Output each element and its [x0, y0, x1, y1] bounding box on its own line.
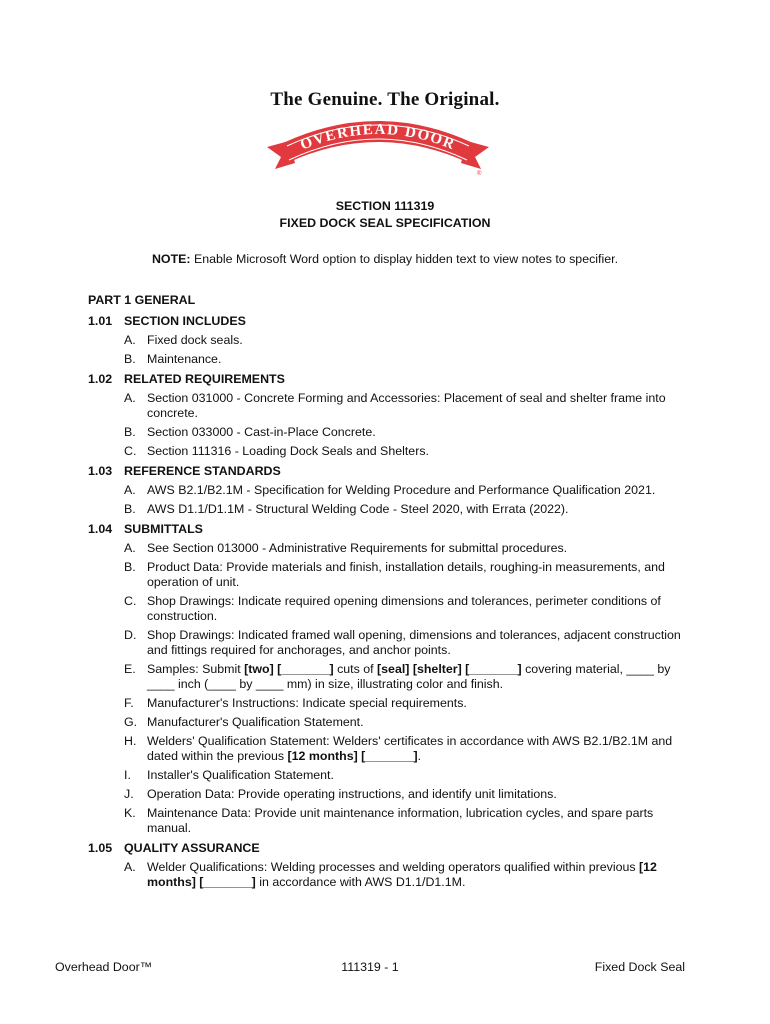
item-text-segment: cuts of	[333, 662, 378, 676]
list-item	[88, 502, 688, 517]
item-text	[147, 333, 688, 348]
item-text-segment: Samples: Submit	[147, 662, 245, 676]
item-text	[147, 502, 688, 517]
item-text-segment: Welder Qualifications: Welding processes and welding operators qualified within previous	[147, 860, 639, 874]
item-text-segment: Section 033000 - Cast-in-Place Concrete.	[147, 425, 376, 439]
item-letter: J.	[124, 787, 134, 801]
item-text-segment: .	[417, 749, 422, 763]
item-text	[147, 662, 688, 692]
tagline: The Genuine. The Original.	[270, 89, 500, 110]
item-letter: B.	[124, 425, 136, 439]
note-text: Enable Microsoft Word option to display hidden text to view notes to specifier.	[190, 252, 619, 266]
item-text	[147, 594, 688, 624]
registered-mark: ®	[477, 171, 482, 177]
articles-list	[88, 313, 688, 890]
article-title: SUBMITTALS	[124, 522, 203, 536]
item-text-segment: See Section 013000 - Administrative Requirements for submittal procedures.	[147, 541, 568, 555]
article-number: 1.04	[88, 522, 113, 536]
article-title: REFERENCE STANDARDS	[124, 464, 281, 478]
item-text	[147, 444, 688, 459]
item-letter: A.	[124, 483, 136, 497]
item-text	[147, 425, 688, 440]
article-title: SECTION INCLUDES	[124, 314, 246, 328]
item-text-segment: Installer's Qualification Statement.	[147, 768, 334, 782]
footer-brand: Overhead Door™	[55, 960, 153, 974]
footer-doc-title: Fixed Dock Seal	[594, 960, 685, 974]
list-item	[88, 806, 688, 836]
item-letter: A.	[124, 391, 136, 405]
list-item	[88, 425, 688, 440]
placeholder-option: [two] [_______]	[244, 662, 334, 676]
item-letter: K.	[124, 806, 136, 820]
item-text	[147, 696, 688, 711]
item-text-segment: covering material, ____ by ____ inch (____ by ____ mm) in size, illustrating color and finish.	[147, 662, 671, 691]
list-item	[88, 444, 688, 459]
footer-page-number: 111319 - 1	[341, 960, 399, 974]
placeholder-option: [seal] [shelter] [_______]	[377, 662, 522, 676]
item-letter: G.	[124, 715, 138, 729]
item-text-segment: Product Data: Provide materials and finish, installation details, roughing-in measurements, and operation of unit.	[147, 560, 665, 589]
item-text	[147, 787, 688, 802]
item-text	[147, 541, 688, 556]
placeholder-option: [12 months] [_______]	[147, 860, 657, 889]
item-text	[147, 768, 688, 783]
article-number: 1.05	[88, 841, 113, 855]
item-text	[147, 715, 688, 730]
list-item	[88, 391, 688, 421]
item-text-segment: Manufacturer's Instructions: Indicate special requirements.	[147, 696, 467, 710]
article-heading	[88, 313, 688, 329]
list-item	[88, 734, 688, 764]
item-text-segment: AWS B2.1/B2.1M - Specification for Welding Procedure and Performance Qualification 2021.	[147, 483, 656, 497]
item-letter: C.	[124, 444, 137, 458]
specifier-note	[0, 252, 770, 266]
list-item	[88, 662, 688, 692]
item-text	[147, 560, 688, 590]
list-item	[88, 787, 688, 802]
item-letter: F.	[124, 696, 134, 710]
item-text-segment: Maintenance Data: Provide unit maintenance information, lubrication cycles, and spare parts manual.	[147, 806, 654, 835]
part-title: PART 1 GENERAL	[88, 293, 196, 307]
item-text	[147, 628, 688, 658]
item-letter: A.	[124, 541, 136, 555]
overhead-door-logo	[265, 113, 491, 177]
item-letter: D.	[124, 628, 137, 642]
section-title: FIXED DOCK SEAL SPECIFICATION	[279, 216, 491, 230]
item-letter: E.	[124, 662, 136, 676]
article-heading	[88, 521, 688, 537]
list-item	[88, 768, 688, 783]
list-item	[88, 483, 688, 498]
item-text-segment: Maintenance.	[147, 352, 222, 366]
item-letter: B.	[124, 560, 136, 574]
placeholder-option: [12 months] [_______]	[287, 749, 418, 763]
article-number: 1.02	[88, 372, 113, 386]
item-text-segment: Manufacturer's Qualification Statement.	[147, 715, 364, 729]
note-label: NOTE:	[151, 252, 191, 266]
item-letter: A.	[124, 860, 136, 874]
list-item	[88, 696, 688, 711]
section-number: SECTION 111319	[335, 199, 435, 213]
item-text-segment: Shop Drawings: Indicated framed wall opening, dimensions and tolerances, adjacent construction and fittings required for anchorages, and anchor points.	[147, 628, 681, 657]
item-text-segment: Section 111316 - Loading Dock Seals and Shelters.	[147, 444, 429, 458]
article-heading	[88, 840, 688, 856]
list-item	[88, 860, 688, 890]
item-letter: H.	[124, 734, 137, 748]
item-text	[147, 391, 688, 421]
article-number: 1.03	[88, 464, 113, 478]
section-heading	[0, 198, 770, 232]
item-text	[147, 483, 688, 498]
item-text-segment: Section 031000 - Concrete Forming and Accessories: Placement of seal and shelter frame into concrete.	[147, 391, 666, 420]
list-item	[88, 352, 688, 367]
logo-text: OVERHEAD DOOR	[298, 121, 458, 154]
list-item	[88, 715, 688, 730]
item-text-segment: Operation Data: Provide operating instructions, and identify unit limitations.	[147, 787, 557, 801]
item-text-segment: AWS D1.1/D1.1M - Structural Welding Code - Steel 2020, with Errata (2022).	[147, 502, 569, 516]
item-text	[147, 352, 688, 367]
article-title: QUALITY ASSURANCE	[124, 841, 260, 855]
list-item	[88, 333, 688, 348]
list-item	[88, 594, 688, 624]
article-number: 1.01	[88, 314, 113, 328]
item-letter: B.	[124, 352, 136, 366]
item-text-segment: Welders' Qualification Statement: Welders' certificates in accordance with AWS B2.1/B2.1M and dated within the previous	[147, 734, 673, 763]
item-text	[147, 806, 688, 836]
item-letter: A.	[124, 333, 136, 347]
item-text-segment: in accordance with AWS D1.1/D1.1M.	[255, 875, 466, 889]
item-letter: B.	[124, 502, 136, 516]
list-item	[88, 541, 688, 556]
list-item	[88, 560, 688, 590]
item-text-segment: Fixed dock seals.	[147, 333, 243, 347]
spec-content	[88, 292, 688, 894]
item-text	[147, 734, 688, 764]
article-heading	[88, 463, 688, 479]
item-text-segment: Shop Drawings: Indicate required opening dimensions and tolerances, perimeter conditions of construction.	[147, 594, 661, 623]
article-title: RELATED REQUIREMENTS	[124, 372, 285, 386]
item-text	[147, 860, 688, 890]
list-item	[88, 628, 688, 658]
item-letter: I.	[124, 768, 131, 782]
item-letter: C.	[124, 594, 137, 608]
article-heading	[88, 371, 688, 387]
